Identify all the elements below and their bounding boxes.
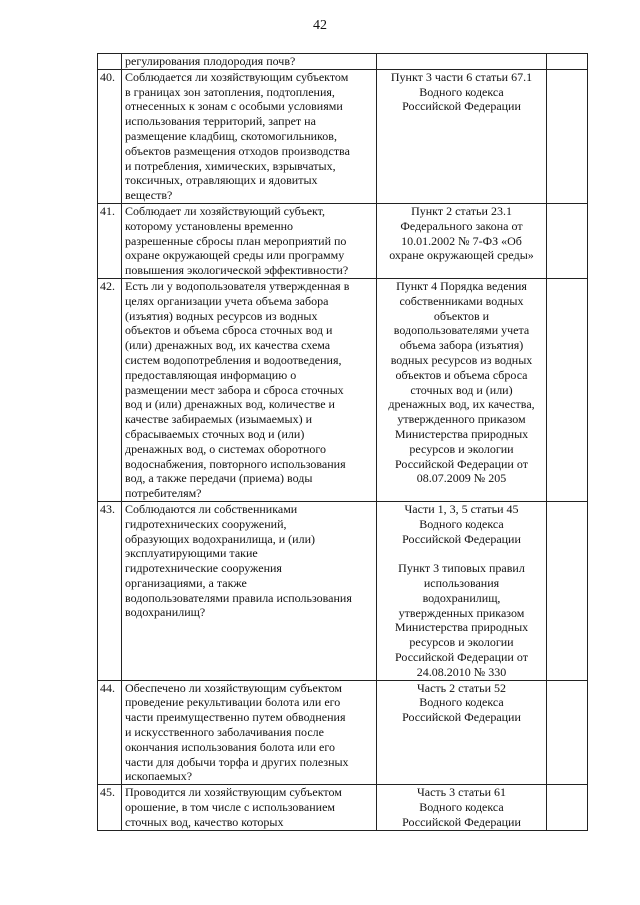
table-row [98,680,588,785]
row-answer-cell [547,203,588,278]
row-reference [377,278,547,501]
reference-text: Пункт 3 части 6 статьи 67.1 Водного кодекса Российской Федерации [390,69,533,114]
row-answer-cell [547,54,588,70]
table-row [98,278,588,501]
table-row [98,69,588,203]
row-reference [377,785,547,830]
checklist-rows [98,54,588,831]
row-reference [377,501,547,680]
row-reference [377,680,547,785]
row-question: Соблюдает ли хозяйствующий субъект, которому установлены временно разрешенные сбросы план мероприятий по охране окружающей среды или программу повышения экологической эффективности? [122,203,377,278]
row-answer-cell [547,501,588,680]
table-row [98,785,588,830]
row-answer-cell [547,69,588,203]
row-answer-cell [547,278,588,501]
row-number: 43. [98,501,122,680]
row-question: Соблюдаются ли собственниками гидротехнических сооружений, образующих водохранилища, и (или) эксплуатирующими такие гидротехнические сооружения организациями, а также водопользователями правила использования водохранилищ? [122,501,377,680]
table-row [98,203,588,278]
reference-text: Части 1, 3, 5 статьи 45 Водного кодекса Российской Федерации [402,501,521,546]
table-row [98,501,588,680]
table-row [98,54,588,70]
checklist-table [97,53,588,831]
row-answer-cell [547,680,588,785]
row-number: 45. [98,785,122,830]
reference-text: Пункт 4 Порядка ведения собственниками водных объектов и водопользователями учета объема забора (изъятия) водных ресурсов из водных объектов и объема сброса сточных вод и (или) дренажных вод, их качества, утвержденного приказом Министерства природных ресурсов и экологии Российской Федерации от 08.07.2009 № 205 [388,278,535,486]
row-question: регулирования плодородия почв? [122,54,377,70]
row-question: Проводится ли хозяйствующим субъектом орошение, в том числе с использованием сточных вод, качество которых [122,785,377,830]
reference-text: Пункт 3 типовых правил использования водохранилищ, утвержденных приказом Министерства природных ресурсов и экологии Российской Федерации от 24.08.2010 № 330 [394,561,529,679]
reference-text: Часть 3 статьи 61 Водного кодекса Российской Федерации [402,785,521,829]
row-reference [377,69,547,203]
row-reference [377,203,547,278]
page-number: 42 [313,18,327,33]
row-answer-cell [547,785,588,830]
row-number: 44. [98,680,122,785]
row-number: 42. [98,278,122,501]
row-question: Обеспечено ли хозяйствующим субъектом проведение рекультивации болота или его части преимущественно путем обводнения и искусственного заболачивания после окончания использования болота или его части для добычи торфа и других полезных ископаемых? [122,680,377,785]
row-number [98,54,122,70]
reference-text: Часть 2 статьи 52 Водного кодекса Российской Федерации [402,680,521,725]
row-question: Есть ли у водопользователя утвержденная в целях организации учета объема забора (изъятия) водных ресурсов из водных объектов и объема сброса сточных вод и (или) дренажных вод, их качества схема систем водопотребления и водоотведения, предоставляющая информацию о размещении мест забора и сброса сточных вод и (или) дренажных вод, количестве и качестве забираемых (изымаемых) и сбрасываемых сточных вод и (или) дренажных вод, о системах оборотного водоснабжения, повторного использования вод, а также передачи (приема) воды потребителям? [122,278,377,501]
row-question: Соблюдается ли хозяйствующим субъектом в границах зон затопления, подтопления, отнесенных к зонам с особыми условиями использования территорий, запрет на размещение кладбищ, скотомогильников, объектов размещения отходов производства и потребления, химических, взрывчатых, токсичных, отравляющих и ядовитых веществ? [122,69,377,203]
row-number: 41. [98,203,122,278]
reference-text: Пункт 2 статьи 23.1 Федерального закона от 10.01.2002 № 7-ФЗ «Об охране окружающей среды» [389,203,534,263]
row-reference [377,54,547,70]
row-number: 40. [98,69,122,203]
